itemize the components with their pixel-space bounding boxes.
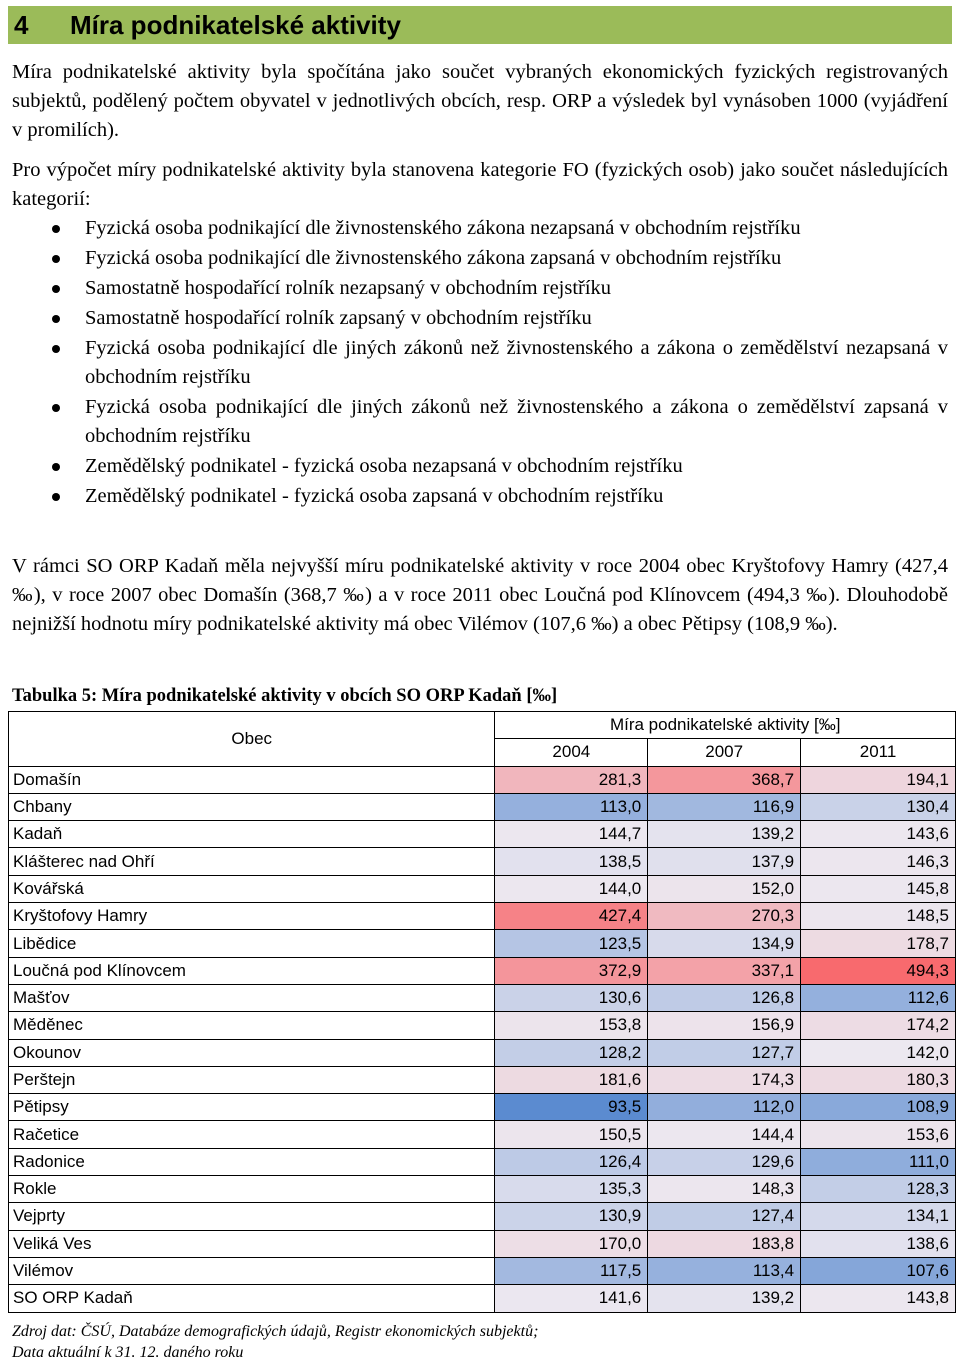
municipality-name: Rokle — [9, 1176, 495, 1203]
activity-value: 174,3 — [648, 1066, 801, 1093]
activity-value: 128,2 — [495, 1039, 648, 1066]
municipality-name: Veliká Ves — [9, 1230, 495, 1257]
activity-value: 146,3 — [801, 848, 956, 875]
activity-value: 183,8 — [648, 1230, 801, 1257]
activity-table — [8, 711, 956, 1313]
activity-value: 117,5 — [495, 1257, 648, 1284]
activity-value: 139,2 — [648, 1285, 801, 1312]
category-item: Fyzická osoba podnikající dle živnostenského zákona nezapsaná v obchodním rejstříku — [12, 214, 948, 243]
table-row — [9, 1203, 956, 1230]
municipality-name: SO ORP Kadaň — [9, 1285, 495, 1312]
activity-value: 138,6 — [801, 1230, 956, 1257]
category-item: Samostatně hospodařící rolník zapsaný v obchodním rejstříku — [12, 304, 948, 333]
section-heading — [8, 6, 952, 44]
activity-value: 144,4 — [648, 1121, 801, 1148]
table-row — [9, 766, 956, 793]
table-row — [9, 1121, 956, 1148]
category-item: Samostatně hospodařící rolník nezapsaný v obchodním rejstříku — [12, 274, 948, 303]
category-item: Zemědělský podnikatel - fyzická osoba zapsaná v obchodním rejstříku — [12, 482, 948, 511]
activity-value: 142,0 — [801, 1039, 956, 1066]
activity-value: 156,9 — [648, 1012, 801, 1039]
activity-value: 181,6 — [495, 1066, 648, 1093]
source-line: Zdroj dat: ČSÚ, Databáze demografických údajů, Registr ekonomických subjektů; — [12, 1323, 539, 1340]
activity-value: 145,8 — [801, 875, 956, 902]
category-item: Fyzická osoba podnikající dle živnostenského zákona zapsaná v obchodním rejstříku — [12, 244, 948, 273]
municipality-name: Kryštofovy Hamry — [9, 903, 495, 930]
municipality-name: Okounov — [9, 1039, 495, 1066]
category-item: Zemědělský podnikatel - fyzická osoba nezapsaná v obchodním rejstříku — [12, 452, 948, 481]
municipality-name: Pětipsy — [9, 1094, 495, 1121]
municipality-name: Libědice — [9, 930, 495, 957]
column-group-header: Míra podnikatelské aktivity [‰] — [495, 712, 956, 739]
bullet-icon — [52, 404, 60, 412]
activity-value: 127,4 — [648, 1203, 801, 1230]
table-row — [9, 984, 956, 1011]
municipality-name: Domašín — [9, 766, 495, 793]
activity-value: 150,5 — [495, 1121, 648, 1148]
table-row — [9, 793, 956, 820]
table-row — [9, 1066, 956, 1093]
bullet-icon — [52, 315, 60, 323]
bullet-icon — [52, 463, 60, 471]
activity-value: 130,4 — [801, 793, 956, 820]
activity-value: 113,4 — [648, 1257, 801, 1284]
bullet-icon — [52, 285, 60, 293]
activity-value: 123,5 — [495, 930, 648, 957]
table-row — [9, 957, 956, 984]
activity-value: 112,0 — [648, 1094, 801, 1121]
activity-value: 368,7 — [648, 766, 801, 793]
bullet-icon — [52, 345, 60, 353]
table-body — [9, 766, 956, 1312]
activity-value: 270,3 — [648, 903, 801, 930]
activity-value: 128,3 — [801, 1176, 956, 1203]
activity-value: 113,0 — [495, 793, 648, 820]
municipality-name: Klášterec nad Ohří — [9, 848, 495, 875]
table-row — [9, 875, 956, 902]
activity-value: 174,2 — [801, 1012, 956, 1039]
table-row — [9, 1039, 956, 1066]
activity-value: 139,2 — [648, 821, 801, 848]
category-list — [12, 214, 948, 512]
municipality-name: Radonice — [9, 1148, 495, 1175]
activity-value: 126,4 — [495, 1148, 648, 1175]
bullet-icon — [52, 225, 60, 233]
activity-value: 130,9 — [495, 1203, 648, 1230]
activity-value: 93,5 — [495, 1094, 648, 1121]
activity-value: 281,3 — [495, 766, 648, 793]
activity-value: 494,3 — [801, 957, 956, 984]
activity-value: 170,0 — [495, 1230, 648, 1257]
table-row — [9, 903, 956, 930]
activity-value: 134,1 — [801, 1203, 956, 1230]
table-row — [9, 1176, 956, 1203]
activity-value: 112,6 — [801, 984, 956, 1011]
activity-value: 153,6 — [801, 1121, 956, 1148]
activity-value: 178,7 — [801, 930, 956, 957]
column-header-year: 2004 — [495, 739, 648, 766]
summary-paragraph: V rámci SO ORP Kadaň měla nejvyšší míru podnikatelské aktivity v roce 2004 obec Kryštofovy Hamry (427,4 ‰), v roce 2007 obec Domašín (368,7 ‰) a v roce 2011 obec Loučná pod Klínovcem (494,3 ‰). Dlouhodobě nejnižší hodnotu míry podnikatelské aktivity má obec Vilémov (107,6 ‰) a obec Pětipsy (108,9 ‰). — [12, 555, 948, 635]
activity-value: 134,9 — [648, 930, 801, 957]
source-date: Data aktuální k 31. 12. daného roku — [12, 1344, 244, 1361]
municipality-name: Vejprty — [9, 1203, 495, 1230]
activity-value: 111,0 — [801, 1148, 956, 1175]
activity-value: 194,1 — [801, 766, 956, 793]
bullet-icon — [52, 255, 60, 263]
activity-value: 337,1 — [648, 957, 801, 984]
table-row — [9, 1230, 956, 1257]
activity-value: 129,6 — [648, 1148, 801, 1175]
category-item: Fyzická osoba podnikající dle jiných zákonů než živnostenského a zákona o zemědělství nezapsaná v obchodním rejstříku — [12, 334, 948, 392]
municipality-name: Chbany — [9, 793, 495, 820]
table-row — [9, 930, 956, 957]
activity-value: 153,8 — [495, 1012, 648, 1039]
activity-value: 137,9 — [648, 848, 801, 875]
column-header-obec: Obec — [9, 712, 495, 767]
activity-value: 126,8 — [648, 984, 801, 1011]
activity-value: 144,7 — [495, 821, 648, 848]
municipality-name: Loučná pod Klínovcem — [9, 957, 495, 984]
activity-value: 130,6 — [495, 984, 648, 1011]
table-row — [9, 821, 956, 848]
table-row — [9, 1148, 956, 1175]
activity-value: 138,5 — [495, 848, 648, 875]
activity-value: 143,8 — [801, 1285, 956, 1312]
section-number: 4 — [14, 9, 29, 40]
activity-value: 144,0 — [495, 875, 648, 902]
municipality-name: Perštejn — [9, 1066, 495, 1093]
category-item: Fyzická osoba podnikající dle jiných zákonů než živnostenského a zákona o zemědělství zapsaná v obchodním rejstříku — [12, 393, 948, 451]
table-row — [9, 1094, 956, 1121]
activity-value: 127,7 — [648, 1039, 801, 1066]
municipality-name: Račetice — [9, 1121, 495, 1148]
activity-value: 180,3 — [801, 1066, 956, 1093]
activity-value: 427,4 — [495, 903, 648, 930]
activity-value: 135,3 — [495, 1176, 648, 1203]
table-row — [9, 1285, 956, 1312]
table-caption: Tabulka 5: Míra podnikatelské aktivity v obcích SO ORP Kadaň [‰] — [12, 686, 558, 706]
activity-value: 148,5 — [801, 903, 956, 930]
section-title: Míra podnikatelské aktivity — [70, 9, 401, 40]
municipality-name: Mašťov — [9, 984, 495, 1011]
activity-value: 108,9 — [801, 1094, 956, 1121]
activity-value: 107,6 — [801, 1257, 956, 1284]
activity-value: 372,9 — [495, 957, 648, 984]
municipality-name: Kadaň — [9, 821, 495, 848]
bullet-icon — [52, 493, 60, 501]
table-row — [9, 848, 956, 875]
activity-value: 116,9 — [648, 793, 801, 820]
intro-paragraph: Míra podnikatelské aktivity byla spočítána jako součet vybraných ekonomických fyzických registrovaných subjektů, podělený počtem obyvatel v jednotlivých obcích, resp. ORP a výsledek byl vynásoben 1000 (vyjádření v promilích). — [12, 61, 948, 141]
activity-value: 148,3 — [648, 1176, 801, 1203]
table-row — [9, 1012, 956, 1039]
municipality-name: Vilémov — [9, 1257, 495, 1284]
definition-paragraph: Pro výpočet míry podnikatelské aktivity byla stanovena kategorie FO (fyzických osob) jako součet následujících kategorií: — [12, 159, 948, 210]
source-note — [12, 1321, 538, 1363]
column-header-year: 2011 — [801, 739, 956, 766]
municipality-name: Kovářská — [9, 875, 495, 902]
activity-value: 152,0 — [648, 875, 801, 902]
table-row — [9, 1257, 956, 1284]
column-header-year: 2007 — [648, 739, 801, 766]
activity-value: 143,6 — [801, 821, 956, 848]
activity-value: 141,6 — [495, 1285, 648, 1312]
municipality-name: Měděnec — [9, 1012, 495, 1039]
